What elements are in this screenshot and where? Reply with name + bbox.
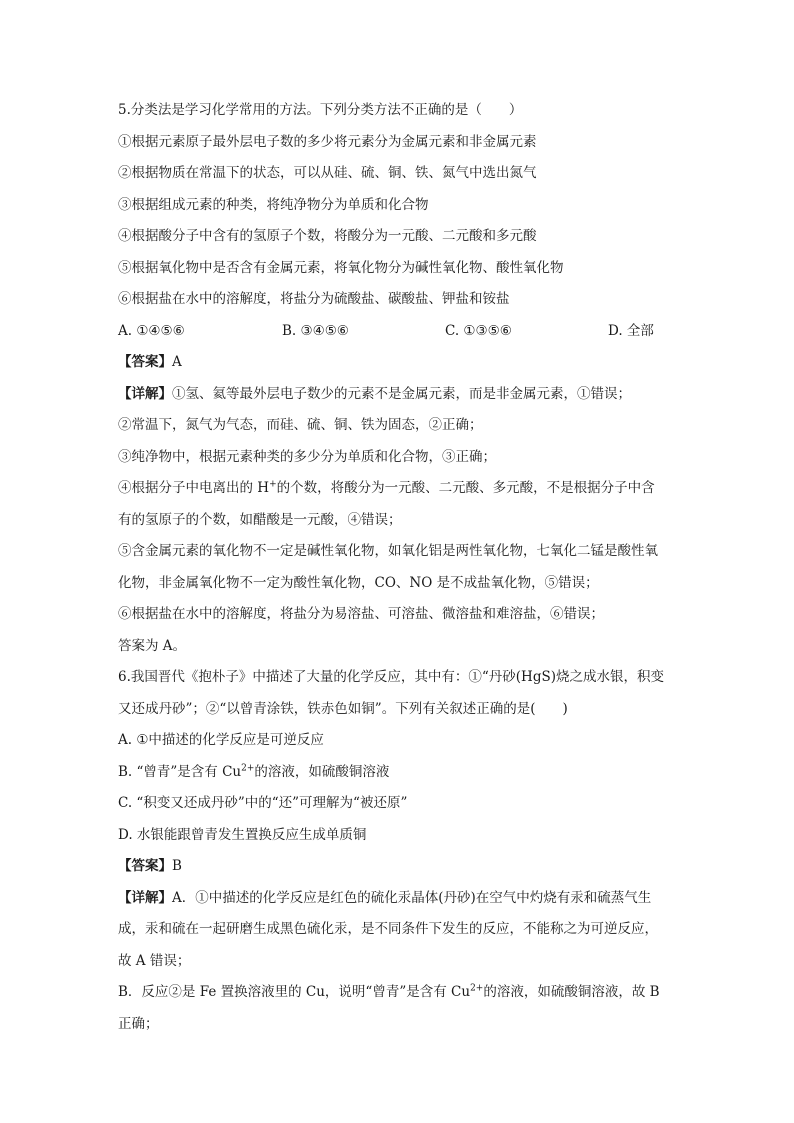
q6-detail-b1-sup: 2+ xyxy=(470,983,484,994)
q5-detail-1 xyxy=(118,384,678,404)
q6-option-b xyxy=(118,762,678,782)
q6-detail-b1 xyxy=(118,982,678,1002)
q6-option-d: D. 水银能跟曾青发生置换反应生成单质铜 xyxy=(118,826,367,843)
q6-option-b-pre: B. “曾青”是含有 Cu xyxy=(118,763,242,780)
q5-item-5: ⑤根据氧化物中是否含有金属元素，将氧化物分为碱性氧化物、酸性氧化物 xyxy=(118,259,564,276)
q6-detail-b1-post: 的溶液，如硫酸铜溶液，故 B xyxy=(483,984,660,1000)
q5-detail-2: ②常温下，氮气为气态，而硅、硫、铜、铁为固态，②正确； xyxy=(118,417,483,433)
q6-option-b-post: 的溶液，如硫酸铜溶液 xyxy=(254,763,390,780)
q5-detail-4a xyxy=(118,478,678,498)
q5-stem: 5.分类法是学习化学常用的方法。下列分类方法不正确的是（ ） xyxy=(118,102,523,118)
q6-detail-a2: 成，汞和硫在一起研磨生成黑色硫化汞，是不同条件下发生的反应，不能称之为可逆反应， xyxy=(118,921,658,937)
q5-item-6: ⑥根据盐在水中的溶解度，将盐分为硫酸盐、碳酸盐、钾盐和铵盐 xyxy=(118,291,510,307)
q5-detail-1-text: ①氢、氦等最外层电子数少的元素不是金属元素，而是非金属元素，①错误； xyxy=(172,385,631,402)
q5-option-d: D. 全部 xyxy=(608,322,654,339)
q5-option-b: B. ③④⑤⑥ xyxy=(282,322,349,339)
q5-detail-tag: 【详解】 xyxy=(118,385,172,402)
q6-option-b-sup: 2+ xyxy=(241,763,255,773)
q6-option-a: A. ①中描述的化学反应是可逆反应 xyxy=(118,732,324,748)
q6-answer-value: B xyxy=(172,858,182,874)
q5-detail-5b: 化物，非金属氧化物不一定为酸性氧化物，CO、NO 是不成盐氧化物，⑤错误； xyxy=(118,574,599,591)
q5-option-c: C. ①③⑤⑥ xyxy=(445,322,512,339)
q5-answer xyxy=(118,352,678,372)
q6-detail-a3: 故 A 错误； xyxy=(118,952,191,969)
q6-detail-a1-text: A．①中描述的化学反应是红色的硫化汞晶体(丹砂)在空气中灼烧有汞和硫蒸气生 xyxy=(172,889,652,906)
q5-detail-3: ③纯净物中，根据元素种类的多少分为单质和化合物，③正确； xyxy=(118,448,496,465)
q5-item-4: ④根据酸分子中含有的氢原子个数，将酸分为一元酸、二元酸和多元酸 xyxy=(118,228,537,244)
q5-item-1: ①根据元素原子最外层电子数的多少将元素分为金属元素和非金属元素 xyxy=(118,133,537,150)
q5-options xyxy=(118,321,678,341)
q5-detail-5a: ⑤含金属元素的氧化物不一定是碱性氧化物，如氧化铝是两性氧化物，七氧化二锰是酸性氧 xyxy=(118,543,658,559)
q5-item-3: ③根据组成元素的种类，将纯净物分为单质和化合物 xyxy=(118,196,429,213)
q5-answer-value: A xyxy=(172,354,182,370)
q5-detail-4a-pre: ④根据分子中电离出的 H xyxy=(118,480,270,496)
q5-answer-tag: 【答案】 xyxy=(118,354,172,370)
q6-stem-2: 又还成丹砂”；②“以曾青涂铁，铁赤色如铜”。下列有关叙述正确的是( ) xyxy=(118,700,568,717)
q5-detail-4a-post: 的个数，将酸分为一元酸、二元酸、多元酸，不是根据分子中含 xyxy=(276,480,655,496)
q6-answer-tag: 【答案】 xyxy=(118,858,172,874)
q6-detail-tag: 【详解】 xyxy=(118,889,172,906)
q6-option-c: C. “积变又还成丹砂”中的“还”可理解为“被还原” xyxy=(118,795,408,811)
q5-detail-6: ⑥根据盐在水中的溶解度，将盐分为易溶盐、可溶盐、微溶盐和难溶盐，⑥错误； xyxy=(118,606,604,622)
q6-stem-1: 6.我国晋代《抱朴子》中描述了大量的化学反应，其中有：①“丹砂(HgS)烧之成水银，积变 xyxy=(118,669,664,685)
q6-detail-b2: 正确； xyxy=(118,1015,159,1032)
q5-conclusion: 答案为 A。 xyxy=(118,637,187,654)
q6-answer xyxy=(118,856,678,876)
q5-detail-4b: 有的氢原子的个数，如醋酸是一元酸，④错误； xyxy=(118,511,402,528)
q6-detail-b1-pre: B．反应②是 Fe 置换溶液里的 Cu，说明“曾青”是含有 Cu xyxy=(118,984,471,1000)
document-page xyxy=(118,100,678,1034)
q5-detail-4a-sup: + xyxy=(269,479,277,490)
q5-option-a: A. ①④⑤⑥ xyxy=(118,322,185,339)
q5-item-2: ②根据物质在常温下的状态，可以从硅、硫、铜、铁、氮气中选出氮气 xyxy=(118,165,537,181)
q6-detail-a1 xyxy=(118,888,678,908)
